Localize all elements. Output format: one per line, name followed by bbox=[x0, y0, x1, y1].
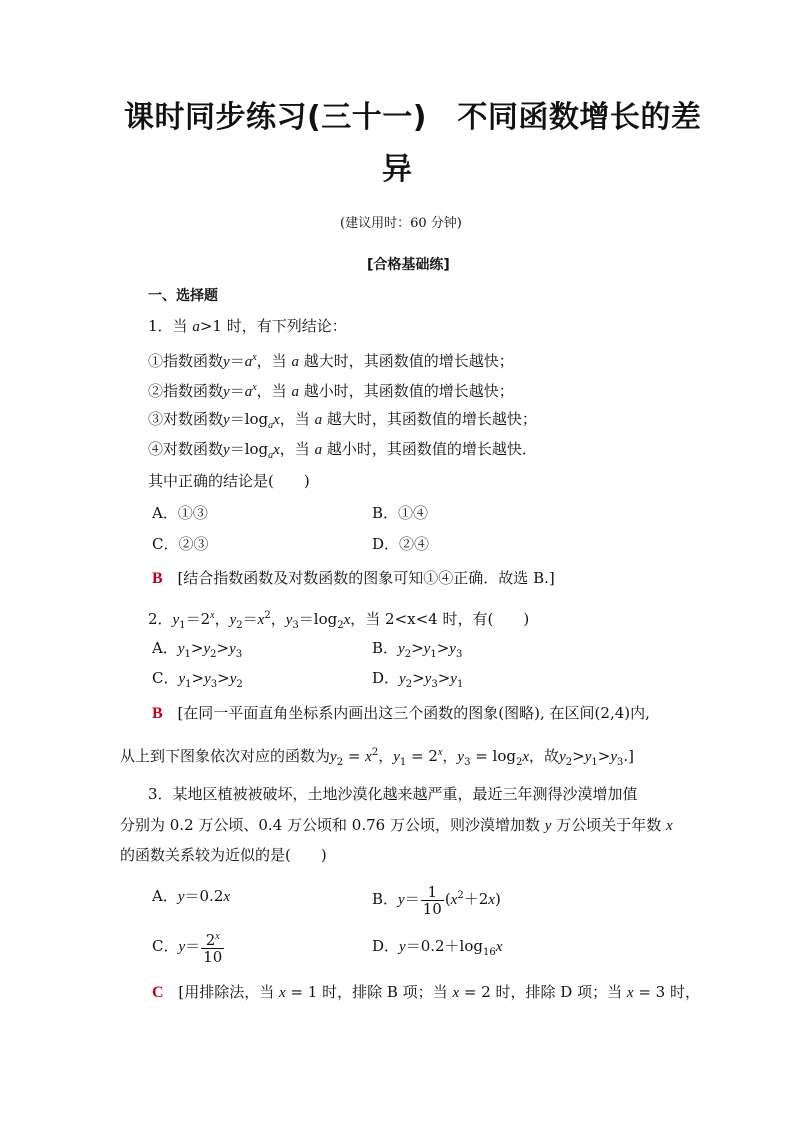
q1-option-a: A．①③ bbox=[152, 504, 208, 522]
q2-option-d: D．$y_2>y_3>y_1$ bbox=[372, 669, 464, 690]
q2-answer bbox=[152, 703, 650, 724]
q3-option-b: B．y＝ $\frac{1}{10}$ $(x^2+2x)$ bbox=[372, 882, 501, 918]
q1-option-d: D．②④ bbox=[372, 535, 430, 553]
q3-option-d: D．$y=0.2+\log_{16}x$ bbox=[372, 937, 503, 958]
q3-answer-letter: C bbox=[152, 984, 164, 1001]
time-suggestion: (建议用时：60 分钟) bbox=[340, 216, 462, 231]
q1-answer bbox=[152, 568, 555, 589]
page-title: 课时同步练习(三十一) 不同函数增长的差 bbox=[124, 100, 702, 135]
q2-answer-letter: B bbox=[152, 705, 163, 722]
q1-stem: 1．当 a>1 时，有下列结论： bbox=[148, 317, 347, 335]
q1-statement-2: ②指数函数$y=a^x$，当 a 越小时，其函数值的增长越快； bbox=[148, 382, 514, 400]
q1-option-c: C．②③ bbox=[152, 535, 209, 553]
q3-stem-line-2: 分别为 0.2 万公顷、0.4 万公顷和 0.76 万公顷，则沙漠增加数 y 万公顷关于年数 x bbox=[120, 816, 673, 834]
q3-explanation: [用排除法，当 x = 1 时，排除 B 项；当 x = 2 时，排除 D 项；当 x = 3 时， bbox=[178, 983, 700, 1001]
q2-explanation-line-2: 从上到下图象依次对应的函数为$y_2 = x^2$，$y_1 = 2^x$，$y_3 = \log_2x$，故$y_2>y_1>y_3$.] bbox=[120, 747, 634, 768]
q3-option-c: C．y＝ $\frac{2^x}{10}$ bbox=[152, 931, 223, 966]
q3-stem-line-1: 3．某地区植被被破坏，土地沙漠化越来越严重，最近三年测得沙漠增加值 bbox=[148, 785, 638, 803]
q2-explanation-line-1: [在同一平面直角坐标系内画出这三个函数的图象(图略), 在区间(2,4)内, bbox=[177, 704, 650, 722]
q3-stem-line-3: 的函数关系较为近似的是( ) bbox=[120, 846, 327, 864]
fraction-two-pow-x-over-ten: $\frac{2^x}{10}$ bbox=[203, 931, 223, 966]
q1-question: 其中正确的结论是( ) bbox=[148, 472, 310, 490]
q1-statement-1: ①指数函数$y=a^x$，当 a 越大时，其函数值的增长越快； bbox=[148, 352, 514, 370]
q2-option-a: A．$y_1>y_2>y_3$ bbox=[152, 639, 243, 660]
q1-explanation: [结合指数函数及对数函数的图象可知①④正确．故选 B.] bbox=[177, 569, 555, 587]
section-tag: [合格基础练] bbox=[367, 257, 450, 273]
page-title-continued: 异 bbox=[382, 152, 413, 187]
q1-option-b: B．①④ bbox=[372, 504, 429, 522]
q2-stem: 2．$y_1=2^x$，$y_2=x^2$，$y_3=\log_2x$，当 2<x<4 时，有( ) bbox=[148, 610, 530, 631]
fraction-one-tenth: $\frac{1}{10}$ bbox=[422, 882, 442, 918]
q2-option-b: B．$y_2>y_1>y_3$ bbox=[372, 639, 463, 660]
q1-statement-3: ③对数函数$y=\log_ax$，当 a 越大时，其函数值的增长越快； bbox=[148, 410, 537, 431]
q1-statement-4: ④对数函数$y=\log_ax$，当 a 越小时，其函数值的增长越快． bbox=[148, 440, 537, 461]
q1-answer-letter: B bbox=[152, 570, 163, 587]
section-heading: 一、选择题 bbox=[148, 288, 218, 304]
q3-option-a: A．y＝0.2x bbox=[152, 887, 231, 905]
q2-option-c: C．$y_1>y_3>y_2$ bbox=[152, 669, 243, 690]
q3-answer bbox=[152, 982, 700, 1003]
